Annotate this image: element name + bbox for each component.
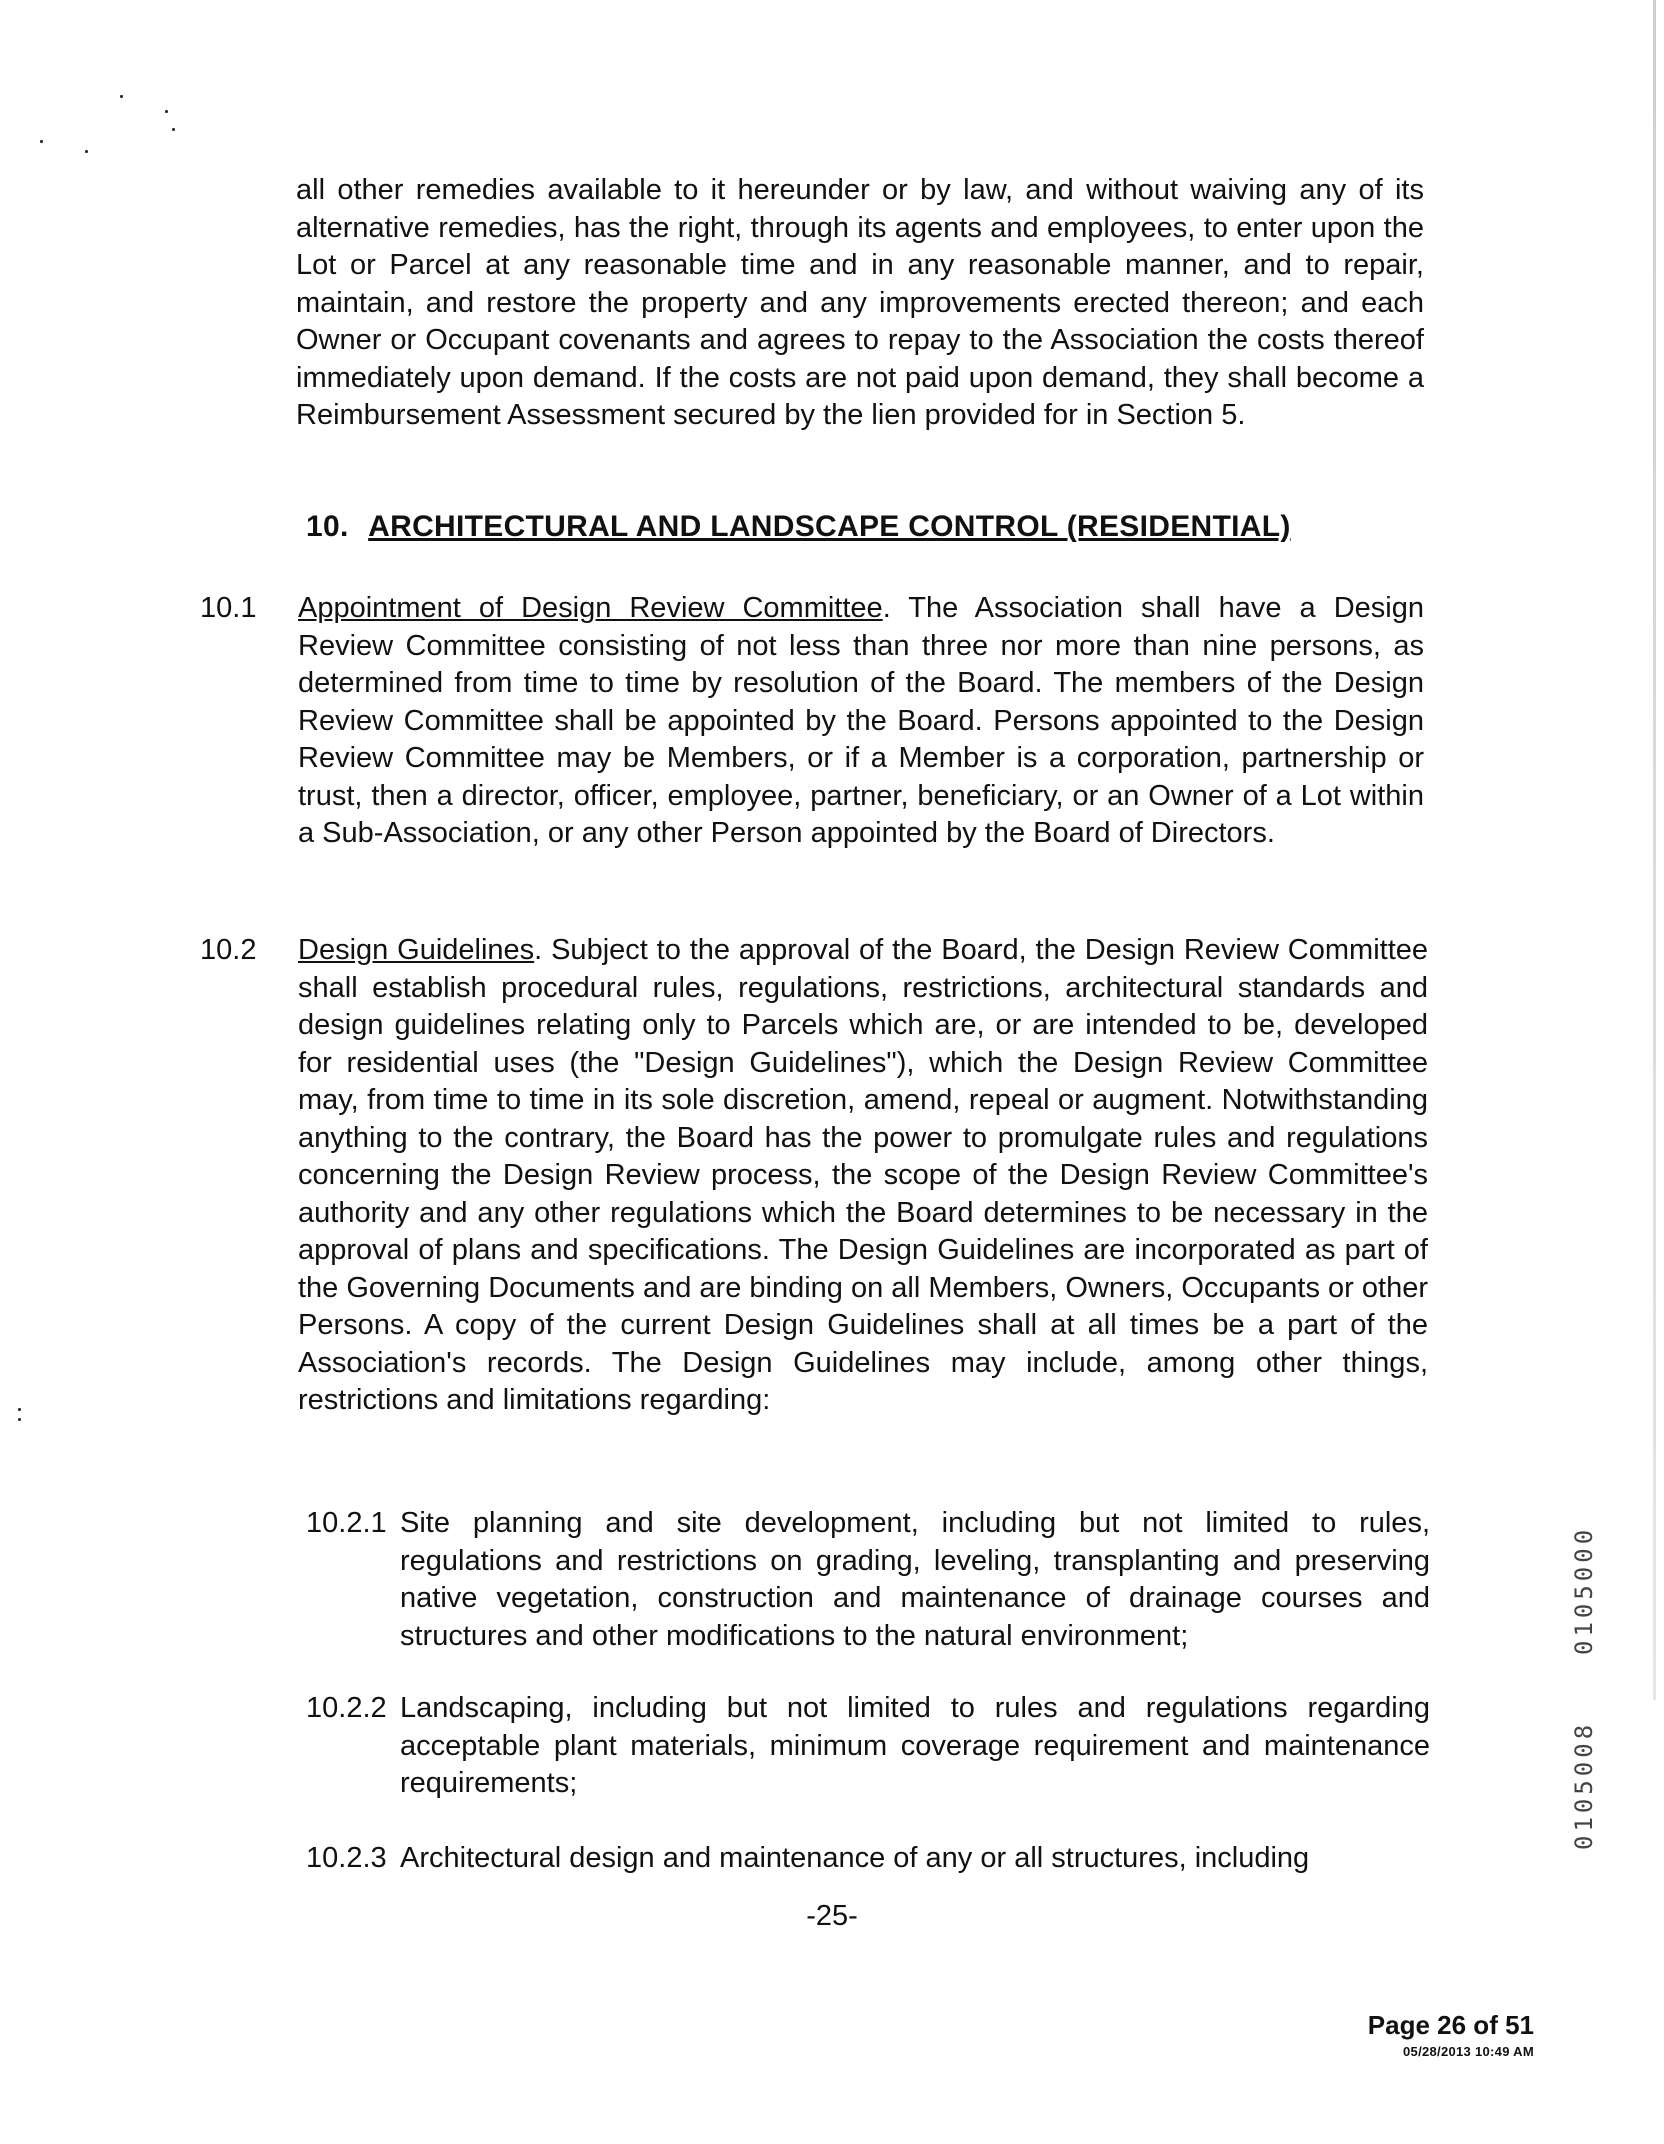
heading-title: ARCHITECTURAL AND LANDSCAPE CONTROL (RESIDENTIAL): [368, 510, 1291, 543]
scan-speck: [165, 110, 168, 113]
scan-edge: [1653, 0, 1656, 1700]
scan-speck: [172, 128, 175, 131]
subsection-10-2-1-text: Site planning and site development, including but not limited to rules, regulations and restrictions on grading, leveling, transplanting and preserving native vegetation, construction and maintenance of drainage courses and structures and other modifications to the natural environment;: [400, 1507, 1430, 1652]
section-10-1-title: Appointment of Design Review Committee: [298, 592, 883, 624]
section-10-1-paragraph: [298, 590, 1424, 853]
continued-paragraph: all other remedies available to it hereunder or by law, and without waiving any of its alternative remedies, has the right, through its agents and employees, to enter upon the Lot or Parcel at any reasonable time and in any reasonable manner, and to repair, maintain, and restore the property and any improvements erected thereon; and each Owner or Occupant covenants and agrees to repay to the Association the costs thereof immediately upon demand. If the costs are not paid upon demand, they shall become a Reimbursement Assessment secured by the lien provided for in Section 5.: [296, 174, 1424, 431]
section-10-1-text: . The Association shall have a Design Review Committee consisting of not less than three nor more than nine persons, as determined from time to time by resolution of the Board. The members of the Design Review Committee shall be appointed by the Board. Persons appointed to the Design Review Committee may be Members, or if a Member is a corporation, partnership or trust, then a director, officer, employee, partner, beneficiary, or an Owner of a Lot within a Sub-Association, or any other Person appointed by the Board of Directors.: [298, 592, 1424, 849]
footer-timestamp: 05/28/2013 10:49 AM: [1403, 2044, 1534, 2059]
page-number: -25-: [806, 1900, 858, 1932]
scan-speck: [120, 95, 123, 98]
subsection-10-2-3-text: Architectural design and maintenance of any or all structures, including: [400, 1842, 1310, 1874]
section-10-2-paragraph: [298, 932, 1428, 1420]
section-10-2-title: Design Guidelines: [298, 934, 535, 966]
subsection-number-10-2-3: 10.2.3: [306, 1842, 387, 1874]
subsection-10-2-2-text: Landscaping, including but not limited to rules and regulations regarding acceptable plant materials, minimum coverage requirement and maintenance requirements;: [400, 1692, 1430, 1799]
scan-speck: [18, 1418, 21, 1421]
scan-speck: [40, 140, 43, 143]
section-number-10-1: 10.1: [200, 592, 257, 624]
section-10-2-text: . Subject to the approval of the Board, the Design Review Committee shall establish procedural rules, regulations, restrictions, architectural standards and design guidelines relating only to Parcels which are, or are intended to be, developed for residential uses (the "Design Guidelines"), which the Design Review Committee may, from time to time in its sole discretion, amend, repeal or augment. Notwithstanding anything to the contrary, the Board has the power to promulgate rules and regulations concerning the Design Review process, the scope of the Design Review Committee's authority and any other regulations which the Board determines to be necessary in the approval of plans and specifications. The Design Guidelines are incorporated as part of the Governing Documents and are binding on all Members, Owners, Occupants or other Persons. A copy of the current Design Guidelines shall at all times be a part of the Association's records. The Design Guidelines may include, among other things, restrictions and limitations regarding:: [298, 934, 1429, 1416]
side-stamp-code: 0105000: [1570, 1525, 1598, 1655]
subsection-number-10-2-1: 10.2.1: [306, 1507, 387, 1539]
side-stamp-code: 0105008: [1570, 1720, 1598, 1850]
section-heading: [306, 510, 1291, 544]
heading-number: 10.: [306, 510, 349, 543]
section-number-10-2: 10.2: [200, 934, 257, 966]
subsection-number-10-2-2: 10.2.2: [306, 1692, 387, 1724]
footer-page-count: Page 26 of 51: [1367, 2010, 1534, 2040]
scan-speck: [18, 1408, 21, 1411]
scan-speck: [85, 150, 88, 153]
